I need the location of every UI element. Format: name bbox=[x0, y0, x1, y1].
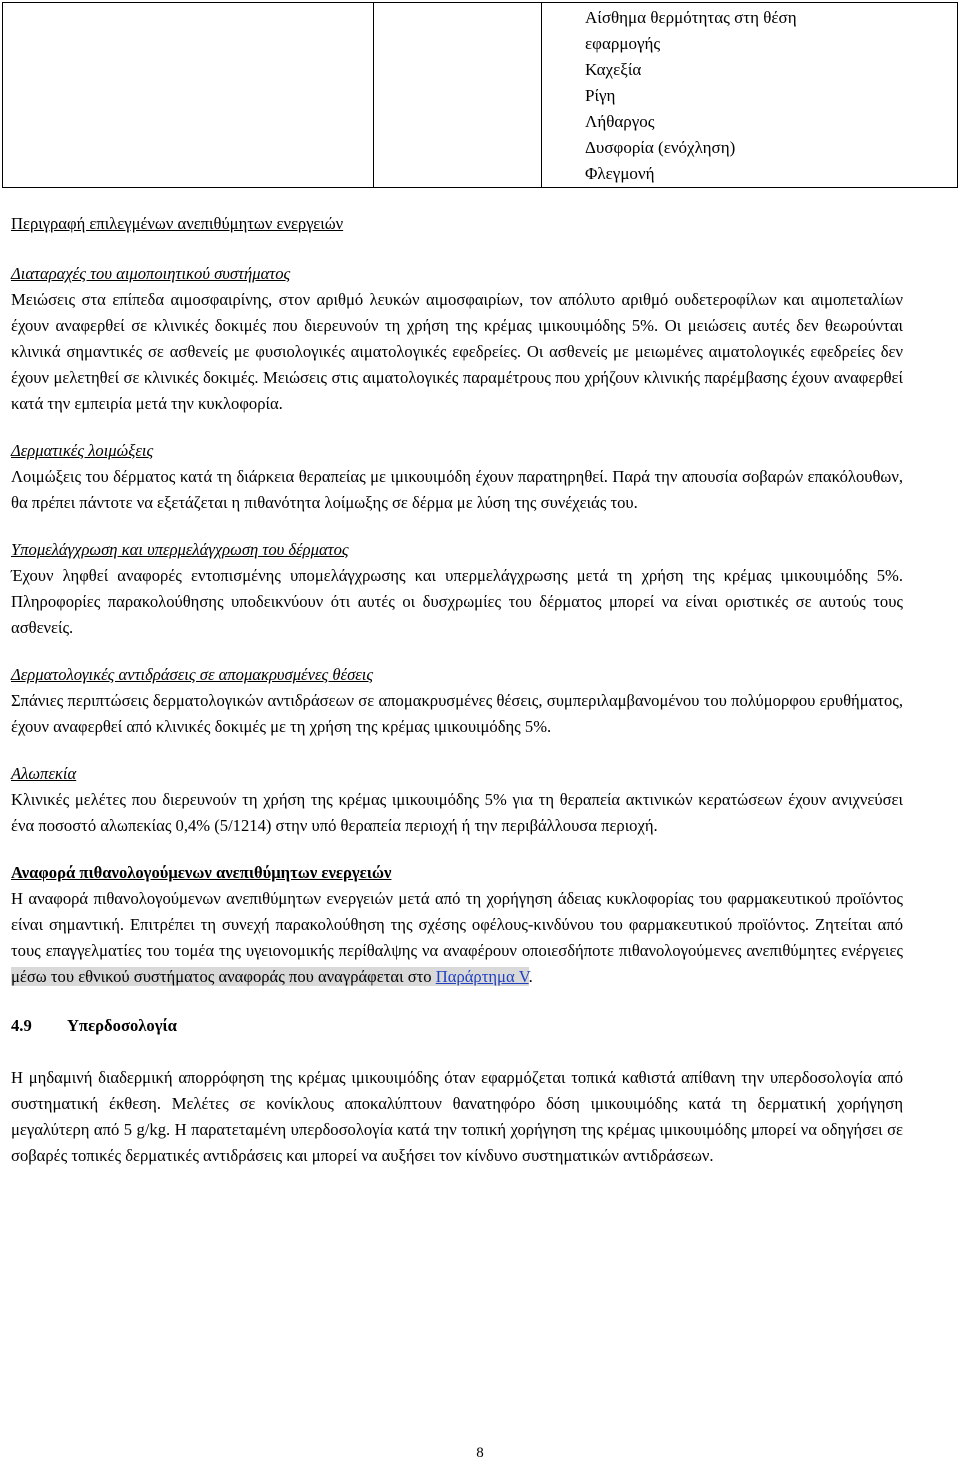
list-item: Αίσθημα θερμότητας στη θέση bbox=[585, 8, 797, 27]
remote-reactions-text: Σπάνιες περιπτώσεις δερματολογικών αντιδράσεων σε απομακρυσμένες θέσεις, συμπεριλαμβανομένου του πολύμορφου ερυθήματος, έχουν αναφερθεί από κλινικές δοκιμές με τη χρήση της κρέμας ιμικουιμόδης 5%. bbox=[11, 691, 903, 736]
list-item: εφαρμογής bbox=[585, 34, 661, 53]
list-item: Φλεγμονή bbox=[585, 164, 655, 183]
remote-reactions-heading: Δερματολογικές αντιδράσεις σε απομακρυσμένες θέσεις bbox=[11, 665, 374, 684]
reporting-end: . bbox=[528, 967, 533, 986]
pigmentation-heading: Υπομελάγχρωση και υπερμελάγχρωση του δέρματος bbox=[11, 540, 349, 559]
list-item: Λήθαργος bbox=[585, 112, 655, 131]
section-number: 4.9 bbox=[11, 1016, 32, 1035]
overdose-section-heading bbox=[11, 1013, 903, 1039]
page-number: 8 bbox=[476, 1445, 484, 1461]
reporting-highlighted-text: μέσω του εθνικού συστήματος αναφοράς που αναγράφεται στο bbox=[11, 967, 432, 986]
list-item: Ρίγη bbox=[585, 86, 616, 105]
document-body bbox=[11, 211, 903, 1169]
table-row bbox=[3, 3, 958, 188]
hematopoietic-text: Μειώσεις στα επίπεδα αιμοσφαιρίνης, στον αριθμό λευκών αιμοσφαιρίων, τον απόλυτο αριθμό ουδετεροφίλων και αιμοπεταλίων έχουν αναφερθεί σε κλινικές δοκιμές που διερευνούν τη χρήση της κρέμας ιμικουιμόδης 5%. Οι μειώσεις αυτές δεν θεωρούνται κλινικά σημαντικές σε ασθενείς με φυσιολογικές αιματολογικές εφεδρείες. Οι ασθενείς με μειωμένες αιματολογικές εφεδρείες δεν έχουν μελετηθεί σε κλινικές δοκιμές. Μειώσεις στις αιματολογικές παραμέτρους που χρήζουν κλινικής παρέμβασης έχουν αναφερθεί κατά την εμπειρία μετά την κυκλοφορία. bbox=[11, 290, 903, 413]
side-effects-table bbox=[2, 2, 958, 188]
side-effects-cell bbox=[542, 3, 958, 188]
pigmentation-text: Έχουν ληφθεί αναφορές εντοπισμένης υπομελάγχρωσης και υπερμελάγχρωσης μετά τη χρήση της κρέμας ιμικουιμόδης 5%. Πληροφορίες παρακολούθησης υποδεικνύουν ότι αυτές οι δυσχρωμίες του δέρματος μπορεί να είναι οριστικές σε αυτούς τους ασθενείς. bbox=[11, 566, 903, 637]
overdose-title: Υπερδοσολογία bbox=[67, 1016, 177, 1035]
alopecia-heading: Αλωπεκία bbox=[11, 764, 77, 783]
skin-infections-heading: Δερματικές λοιμώξεις bbox=[11, 441, 154, 460]
list-item: Δυσφορία (ενόχληση) bbox=[585, 138, 736, 157]
table-cell-empty bbox=[374, 3, 542, 188]
alopecia-text: Κλινικές μελέτες που διερευνούν τη χρήση της κρέμας ιμικουιμόδης 5% για τη θεραπεία ακτινικών κερατώσεων έχουν ανιχνεύσει ένα ποσοστό αλωπεκίας 0,4% (5/1214) στην υπό θεραπεία περιοχή ή την περιβάλλουσα περιοχή. bbox=[11, 790, 903, 835]
skin-infections-text: Λοιμώξεις του δέρματος κατά τη διάρκεια θεραπείας με ιμικουιμόδη έχουν παρατηρηθεί. Παρά την απουσία σοβαρών επακόλουθων, θα πρέπει πάντοτε να εξετάζεται η πιθανότητα λοίμωξης σε δέρμα με λύση της συνέχειάς του. bbox=[11, 467, 903, 512]
section-title: Περιγραφή επιλεγμένων ανεπιθύμητων ενεργειών bbox=[11, 214, 344, 233]
annex-v-link[interactable]: Παράρτημα V bbox=[435, 967, 529, 986]
reporting-paragraph bbox=[11, 886, 903, 990]
reporting-text: Η αναφορά πιθανολογούμενων ανεπιθύμητων ενεργειών μετά από τη χορήγηση άδειας κυκλοφορίας του φαρμακευτικού προϊόντος είναι σημαντική. Επιτρέπει τη συνεχή παρακολούθηση της σχέσης οφέλους-κινδύνου του φαρμακευτικού προϊόντος. Ζητείται από τους επαγγελματίες του τομέα της υγειονομικής περίθαλψης να αναφέρουν οποιεσδήποτε πιθανολογούμενες ανεπιθύμητες ενέργειες bbox=[11, 889, 903, 960]
table-cell-empty bbox=[3, 3, 374, 188]
reporting-heading: Αναφορά πιθανολογούμενων ανεπιθύμητων ενεργειών bbox=[11, 863, 392, 882]
hematopoietic-heading: Διαταραχές του αιμοποιητικού συστήματος bbox=[11, 264, 291, 283]
overdose-text: Η μηδαμινή διαδερμική απορρόφηση της κρέμας ιμικουιμόδης όταν εφαρμόζεται τοπικά καθιστά απίθανη την υπερδοσολογία από συστηματική έκθεση. Μελέτες σε κονίκλους αποκαλύπτουν θανατηφόρο δόση ιμικουιμόδης κατά τη δερματική χορήγηση μεγαλύτερη από 5 g/kg. Η παρατεταμένη υπερδοσολογία κατά την τοπική χορήγηση της κρέμας ιμικουιμόδης μπορεί να οδηγήσει σε σοβαρές τοπικές δερματικές αντιδράσεις και μπορεί να αυξήσει τον κίνδυνο συστηματικών αντιδράσεων. bbox=[11, 1068, 903, 1165]
list-item: Καχεξία bbox=[585, 60, 642, 79]
